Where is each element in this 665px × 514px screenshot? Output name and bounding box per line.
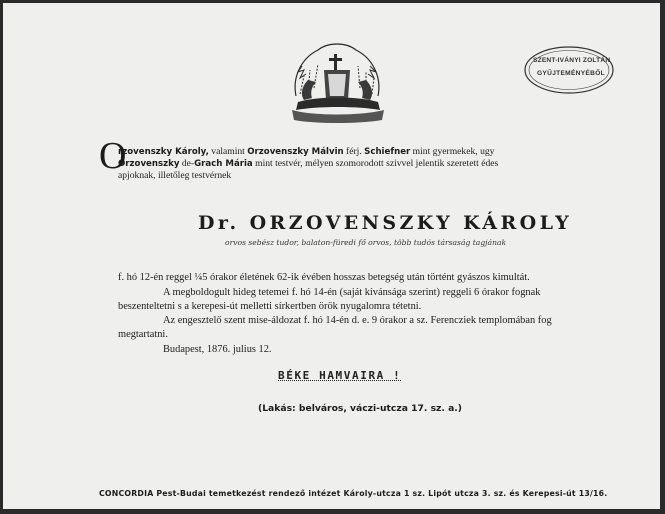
paragraph-2a: A megboldogult hideg tetemei f. hó 14-én (saját kívánsága szerint) reggeli 6 órakor fognak (163, 287, 541, 298)
initial-letter: O (99, 135, 127, 177)
deceased-title: orvos sebész tudor, balaton-füredi fő orvos, több tudós társaság tagjának (225, 238, 507, 247)
family-name-5: Grach Mária (194, 159, 253, 169)
obituary-notice (3, 3, 660, 509)
intro-text-2: férj. (343, 146, 365, 157)
funeral-home-footer: CONCORDIA Pest-Budai temetkezést rendező intézet Károly-utcza 1 sz. Lipót utcza 3. sz. és Kerepesi-út 13/16. (99, 489, 608, 498)
paragraph-2b: beszenteltetni s a kerepesi-út melletti sírkertben örök nyugalomra tétetni. (118, 301, 422, 312)
intro-text-4: de- (179, 158, 195, 169)
family-name-3: Schiefner (364, 147, 411, 157)
paragraph-1: f. hó 12-én reggel ¼5 órakor életének 62-ik évében hosszas betegség után történt gyászos kimultát. (118, 272, 530, 283)
collection-stamp (523, 45, 615, 95)
family-name-1: rzovenszky Károly, (118, 147, 209, 157)
intro-text-1: valamint (208, 146, 248, 157)
intro-text-5: mint testvér, mélyen szomorodott szivvel jelentik szeretett édes (252, 158, 499, 169)
paragraph-3b: megtartatni. (118, 329, 168, 340)
intro-line-3: apjoknak, illetőleg testvérnek (118, 170, 232, 181)
intro-text-3: mint gyermekek, ugy (410, 146, 495, 157)
grave-cross-vignette-icon (288, 36, 386, 126)
deceased-name: Dr. ORZOVENSZKY KÁROLY (198, 212, 573, 234)
stamp-line-2: GYŰJTEMÉNYÉBŐL (537, 70, 605, 77)
stamp-line-1: SZENT-IVÁNYI ZOLTÁN (533, 57, 611, 64)
family-name-2: Orzovenszky Málvin (247, 147, 344, 157)
family-name-4: Orzovenszky (118, 159, 180, 169)
intro-line-2 (118, 158, 498, 170)
place-date: Budapest, 1876. julius 12. (163, 344, 272, 355)
residence-address: (Lakás: belváros, váczi-utcza 17. sz. a.) (258, 403, 462, 414)
paragraph-3a: Az engesztelő szent mise-áldozat f. hó 14-én d. e. 9 órakor a sz. Ferencziek templomában fog (163, 315, 552, 326)
motto: BÉKE HAMVAIRA ! (278, 369, 402, 382)
intro-line-1 (118, 146, 494, 158)
